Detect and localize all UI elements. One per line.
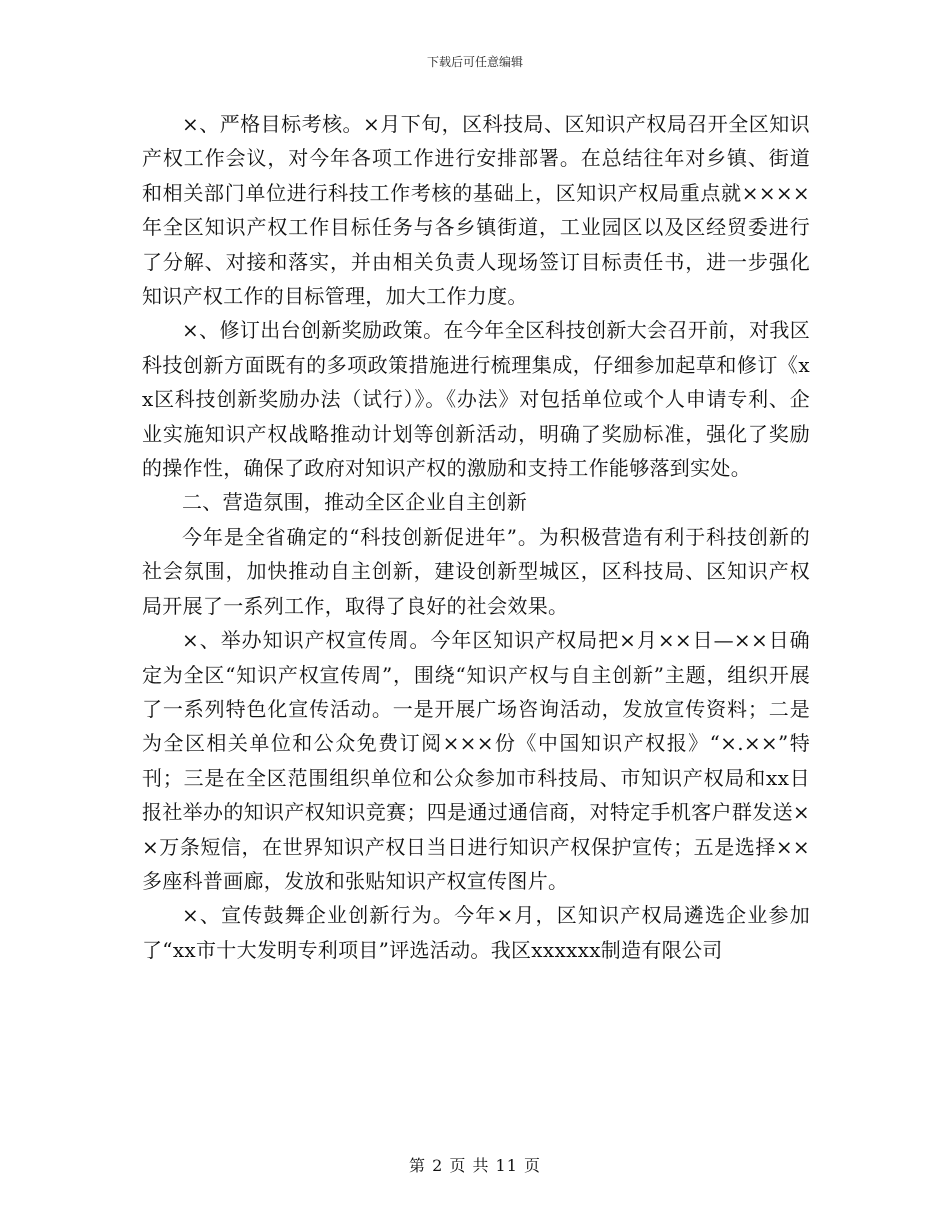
paragraph-innovation-year: 今年是全省确定的“科技创新促进年”。为积极营造有利于科技创新的社会氛围，加快推动自主创新，建设创新型城区，区科技局、区知识产权局开展了一系列工作，取得了良好的社会效果。: [142, 524, 810, 618]
section-heading: 二、营造氛围，推动全区企业自主创新: [182, 490, 528, 515]
paragraph-ip-week: ×、举办知识产权宣传周。今年区知识产权局把×月××日—××日确定为全区“知识产权宣传周”，围绕“知识产权与自主创新”主题，组织开展了一系列特色化宣传活动。一是开展广场咨询活动，发放宣传资料；二是为全区相关单位和公众免费订阅×××份《中国知识产权报》“×.××”特刊；三是在全区范围组织单位和公众参加市科技局、市知识产权局和xx日报社举办的知识产权知识竞赛；四是通过通信商，对特定手机客户群发送××万条短信，在世界知识产权日当日进行知识产权保护宣传；五是选择××多座科普画廊，发放和张贴知识产权宣传图片。: [142, 628, 810, 893]
header-note: 下载后可任意编辑: [426, 55, 523, 69]
paragraph-target-assessment: ×、严格目标考核。×月下旬，区科技局、区知识产权局召开全区知识产权工作会议，对今年各项工作进行安排部署。在总结往年对乡镇、街道和相关部门单位进行科技工作考核的基础上，区知识产权局重点就××××年全区知识产权工作目标任务与各乡镇街道，工业园区以及区经贸委进行了分解、对接和落实，并由相关负责人现场签订目标责任书，进一步强化知识产权工作的目标管理，加大工作力度。: [142, 112, 810, 309]
paragraph-reward-policy: ×、修订出台创新奖励政策。在今年全区科技创新大会召开前，对我区科技创新方面既有的多项政策措施进行梳理集成，仔细参加起草和修订《xx区科技创新奖励办法（试行）》。《办法》对包括单位或个人申请专利、企业实施知识产权战略推动计划等创新活动，明确了奖励标准，强化了奖励的操作性，确保了政府对知识产权的激励和支持工作能够落到实处。: [142, 318, 810, 481]
paragraph-enterprise-innovation: ×、宣传鼓舞企业创新行为。今年×月，区知识产权局遴选企业参加了“xx市十大发明专利项目”评选活动。我区xxxxxx制造有限公司: [142, 903, 810, 962]
page-number: 第 2 页 共 11 页: [409, 1156, 541, 1175]
document-body: [142, 107, 810, 967]
